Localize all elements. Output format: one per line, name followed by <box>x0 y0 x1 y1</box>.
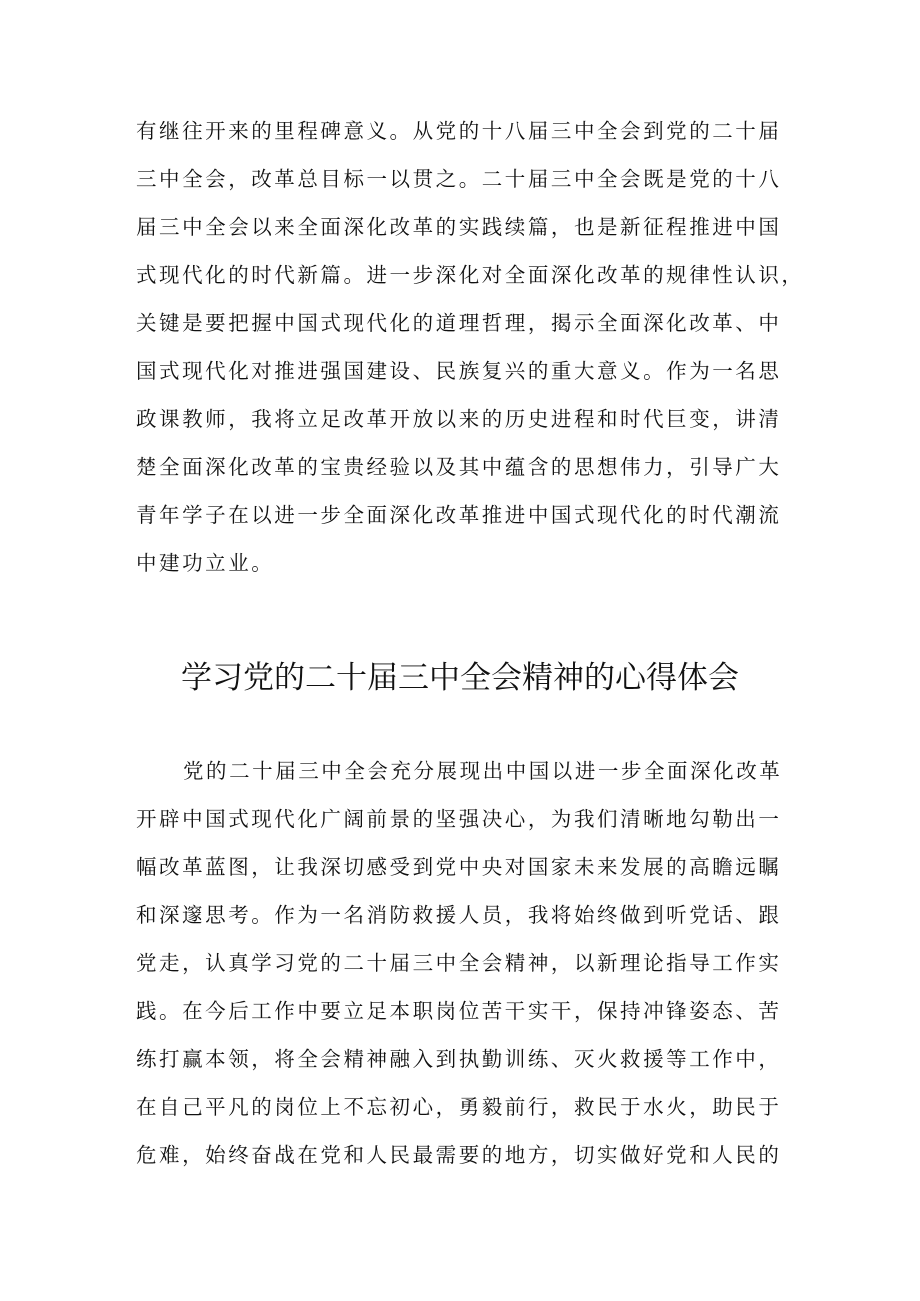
text-line: 式现代化的时代新篇。进一步深化对全面深化改革的规律性认识， <box>136 263 805 287</box>
text-line: 三中全会，改革总目标一以贯之。二十届三中全会既是党的十八 <box>136 167 782 191</box>
text-line: 和深邃思考。作为一名消防救援人员，我将始终做到听党话、跟 <box>136 903 782 927</box>
text-line: 幅改革蓝图，让我深切感受到党中央对国家未来发展的高瞻远瞩 <box>136 855 782 879</box>
text-line: 中建功立业。 <box>136 551 275 575</box>
text-line: 在自己平凡的岗位上不忘初心，勇毅前行，救民于水火，助民于 <box>136 1095 782 1119</box>
text-line: 有继往开来的里程碑意义。从党的十八届三中全会到党的二十届 <box>136 119 782 143</box>
text-line: 楚全面深化改革的宝贵经验以及其中蕴含的思想伟力，引导广大 <box>136 455 782 479</box>
text-line: 国式现代化对推进强国建设、民族复兴的重大意义。作为一名思 <box>136 359 782 383</box>
text-line: 党走，认真学习党的二十届三中全会精神，以新理论指导工作实 <box>136 951 782 975</box>
text-line: 届三中全会以来全面深化改革的实践续篇，也是新征程推进中国 <box>136 215 782 239</box>
text-line: 危难，始终奋战在党和人民最需要的地方，切实做好党和人民的 <box>136 1143 782 1167</box>
text-line: 青年学子在以进一步全面深化改革推进中国式现代化的时代潮流 <box>136 503 782 527</box>
text-line: 党的二十届三中全会充分展现出中国以进一步全面深化改革 <box>183 759 783 783</box>
text-line: 关键是要把握中国式现代化的道理哲理，揭示全面深化改革、中 <box>136 311 782 335</box>
text-line: 践。在今后工作中要立足本职岗位苦干实干，保持冲锋姿态、苦 <box>136 999 782 1023</box>
section-heading: 学习党的二十届三中全会精神的心得体会 <box>181 660 739 696</box>
text-line: 练打赢本领，将全会精神融入到执勤训练、灭火救援等工作中， <box>136 1047 782 1071</box>
text-line: 开辟中国式现代化广阔前景的坚强决心，为我们清晰地勾勒出一 <box>136 807 782 831</box>
text-line: 政课教师，我将立足改革开放以来的历史进程和时代巨变，讲清 <box>136 407 782 431</box>
